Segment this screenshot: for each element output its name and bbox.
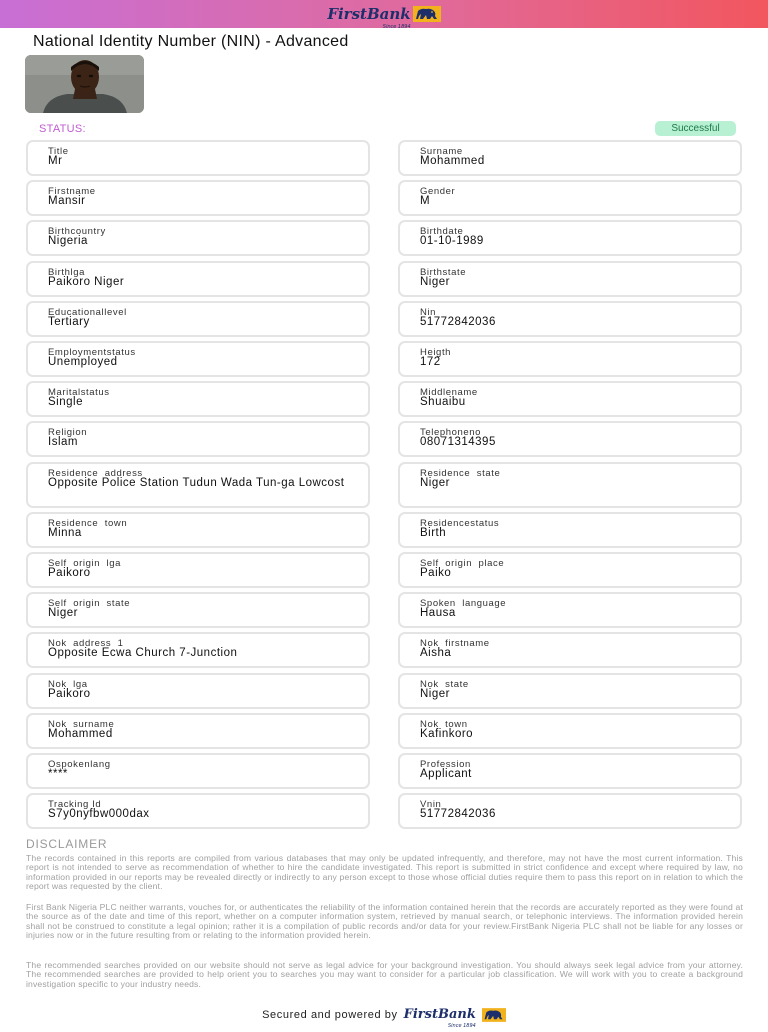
field-label: Educationallevel [48,306,127,318]
field-value: Islam [48,436,78,449]
field-value: Mohammed [48,727,113,740]
field-label: Self origin lga [48,558,122,569]
footer-text: Secured and powered by [262,1009,398,1021]
field-value: Applicant [420,768,472,780]
field-card [398,592,742,628]
field-card [26,552,370,588]
field-value: Unemployed [48,356,118,368]
field-card [26,673,370,709]
brand-name: FirstBank Since 1894 [327,7,410,21]
field-card [398,140,742,176]
field-card [26,713,370,749]
field-value: Minna [48,526,82,539]
field-label: Nok address 1 [48,638,124,650]
field-label: Residence town [48,517,128,529]
field-label: Residencestatus [420,517,500,529]
field-value: Opposite Ecwa Church 7-Junction [48,647,238,660]
field-value: 172 [420,356,441,368]
field-card [398,512,742,548]
field-label: Self origin place [420,558,505,569]
field-value: **** [48,768,68,780]
disclaimer-title: DISCLAIMER [26,837,108,851]
disclaimer-paragraph: The recommended searches provided on our website should not serve as legal advice for your background investigation. You should always seek legal advice from your attorney. The recommended searches are provided to help orient you to searches you may want to consider for a particular job classification. We will work with you to create a background investigation specific to your industry needs. [26,960,743,989]
field-value: Shuaibu [420,396,466,409]
field-card [26,341,370,377]
field-card [398,301,742,337]
field-card [26,301,370,337]
field-value: Paikoro [48,687,91,700]
field-card [398,381,742,417]
field-label: Nin [420,306,437,318]
field-value: Mohammed [420,155,485,167]
brand-logo [327,5,440,30]
field-value: 51772842036 [420,808,496,821]
field-card [26,592,370,628]
field-value: 01-10-1989 [420,235,484,248]
person-portrait-icon [25,55,144,113]
field-label: Heigth [420,347,452,358]
field-card [26,753,370,789]
disclaimer-paragraph: First Bank Nigeria PLC neither warrants, vouches for, or authenticates the reliability of the information contained herein that the records are accurately reported as they were found at the source as of the date and time of this report, whether on a computer information system, retrieved by manual search, or telephonic interviews. The information provided herein shall not be construed to constitute a legal opinion; rather it is a compilation of public records and/or data for your review.FirstBank Nigeria PLC shall not be liable for any losses or injuries now or in the future resulting from or relating to the information provided herein. [26,902,743,941]
field-value: Tertiary [48,315,90,328]
field-card [398,713,742,749]
field-card [26,180,370,216]
field-value: Paikoro Niger [48,275,125,288]
field-label: Nok state [420,678,469,690]
field-label: Residence address [48,467,143,479]
field-card [26,220,370,256]
field-label: Tracking Id [48,799,102,811]
field-value: Mansir [48,195,86,208]
field-label: Nok lga [48,678,88,690]
field-card [26,793,370,829]
field-value: M [420,195,431,208]
field-card [398,673,742,709]
field-card [26,512,370,548]
field-label: Firstname [48,186,96,198]
field-label: Nok firstname [420,638,490,650]
field-label: Vnin [420,799,442,811]
field-card [398,753,742,789]
field-card [398,793,742,829]
field-card [398,220,742,256]
field-value: Birth [420,526,447,539]
field-card [398,421,742,457]
field-label: Gender [420,186,456,198]
header-bar [0,0,768,28]
field-value: Aisha [420,647,452,660]
brand-tagline: Since 1894 [382,24,411,30]
field-value: Hausa [420,607,456,620]
field-card [26,632,370,668]
field-value: Niger [420,687,450,700]
elephant-logo-icon [482,1008,506,1022]
field-label: Profession [420,759,471,770]
field-label: Self origin state [48,598,131,610]
field-label: Birthcountry [48,226,106,238]
field-card [26,381,370,417]
field-label: Employmentstatus [48,347,136,358]
footer [0,1006,768,1029]
field-card [26,140,370,176]
field-value: 51772842036 [420,315,496,328]
field-label: Spoken language [420,598,507,610]
field-card [398,462,742,508]
field-label: Residence state [420,467,501,479]
field-label: Middlename [420,387,478,399]
field-card [398,180,742,216]
field-label: Telephoneno [420,427,482,439]
field-label: Birthlga [48,266,86,278]
field-card [26,261,370,297]
elephant-logo-icon [413,6,441,22]
footer-brand-tagline: Since 1894 [447,1023,476,1029]
field-label: Nok surname [48,718,115,730]
field-card [26,462,370,508]
field-value: Niger [420,476,450,489]
field-label: Birthdate [420,226,464,238]
field-label: Surname [420,146,463,157]
field-card [398,341,742,377]
field-card [398,261,742,297]
field-value: Kafinkoro [420,727,474,740]
profile-photo [25,55,144,113]
field-value: Paikoro [48,567,91,579]
status-label: STATUS: [39,123,86,135]
field-card [398,552,742,588]
disclaimer-paragraph: The records contained in this reports are compiled from various databases that may only be updated infrequently, and therefore, may not have the most current information. This report is not intended to serve as recommendation of whether to hire the candidate investigated. This report is submitted in strict confidence and except where required by law, no information provided in our reports may be revealed directly or indirectly to any person except to those whose official duties require them to pass this report on in relation to which the report was requested by the client. [26,853,743,892]
field-card [26,421,370,457]
status-badge: Successful [655,121,736,136]
field-value: Niger [48,607,78,620]
field-card [398,632,742,668]
field-value: Nigeria [48,235,88,248]
field-label: Title [48,146,69,157]
field-label: Maritalstatus [48,387,110,399]
field-value: Paiko [420,567,452,579]
field-value: Mr [48,155,63,167]
field-value: Opposite Police Station Tudun Wada Tun-ga Lowcost [48,476,345,489]
field-label: Ospokenlang [48,759,111,770]
field-label: Birthstate [420,266,467,278]
field-label: Religion [48,427,88,439]
page-title: National Identity Number (NIN) - Advanced [33,33,349,50]
field-value: Niger [420,275,450,288]
field-value: S7y0nyfbw000dax [48,808,150,821]
field-label: Nok town [420,718,468,730]
footer-brand-name: FirstBank Since 1894 [404,1009,476,1021]
field-value: Single [48,396,83,409]
field-value: 08071314395 [420,436,496,449]
